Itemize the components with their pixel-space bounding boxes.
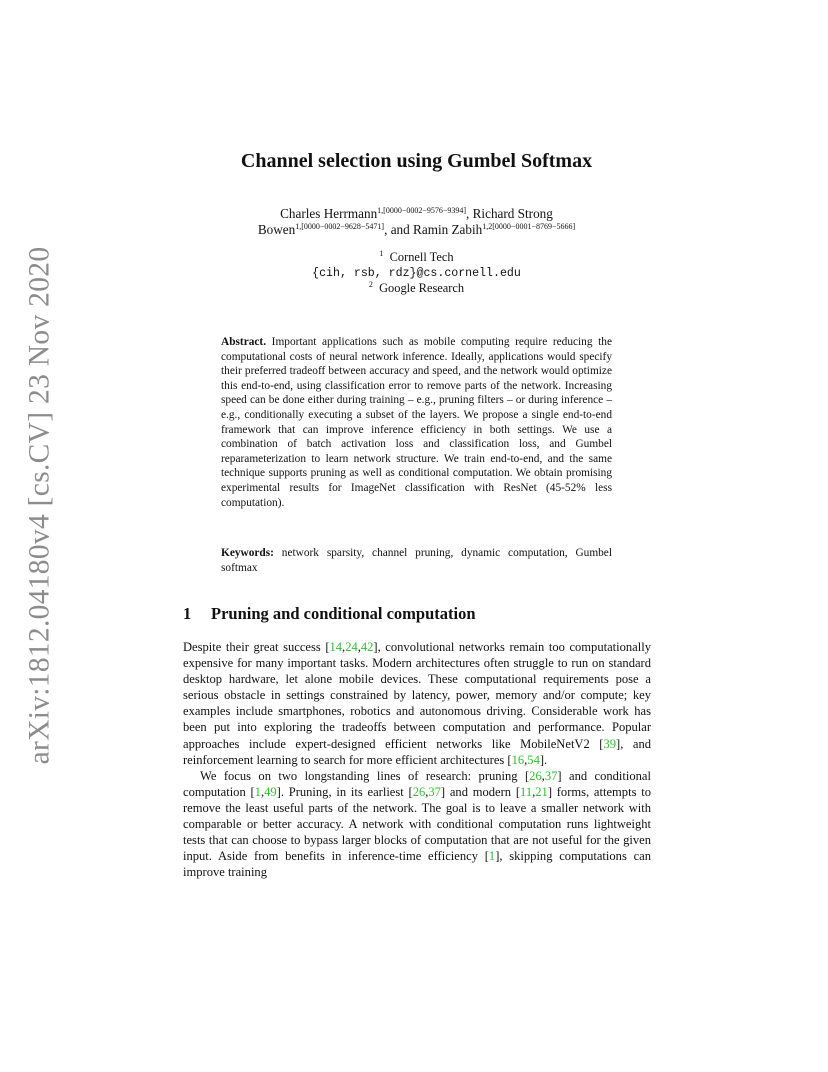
citation-link[interactable]: 24 <box>345 640 358 654</box>
author-orcid: 1,[0000−0002−9628−5471] <box>295 222 385 231</box>
citation-link[interactable]: 42 <box>360 640 374 654</box>
citation-link[interactable]: 16 <box>511 752 525 767</box>
citation-link[interactable]: 11 <box>520 784 533 799</box>
affiliation-1: $^1$ Cornell Tech <box>379 249 454 264</box>
keywords-text: network sparsity, channel pruning, dynamic computation, Gumbel softmax <box>221 547 612 574</box>
section-number: 1 <box>183 604 192 623</box>
section-title: Pruning and conditional computation <box>211 604 476 623</box>
author-name: , Richard Strong <box>466 206 553 221</box>
section-heading <box>183 604 476 624</box>
citation-link[interactable]: 26 <box>412 784 426 799</box>
keywords <box>221 546 612 575</box>
citation-link[interactable]: 49 <box>264 784 277 799</box>
author-name: , and Ramin Zabih <box>384 222 483 237</box>
citation-link[interactable]: 1 <box>488 849 496 864</box>
abstract-text: Important applications such as mobile computing require reducing the computational costs of neural network inference. Ideally, applications would specify their preferred tradeoff between accuracy and speed, and the network would optimize this end-to-end, using classification error to remove parts of the network. Increasing speed can be done either during training – e.g., pruning filters – or during inference – e.g., conditionally executing a subset of the layers. We propose a single end-to-end framework that can improve inference efficiency in both settings. We use a combination of batch activation loss and classification loss, and Gumbel reparameterization to learn network structure. We train end-to-end, and the same technique supports pruning as well as conditional computation. We obtain promising experimental results for ImageNet classification with ResNet (45-52% less computation). <box>221 336 612 509</box>
affiliations <box>200 250 633 297</box>
citation-link[interactable]: 37 <box>544 768 558 783</box>
author-name: Bowen <box>257 222 296 237</box>
affiliation-2: $^2$ Google Research <box>368 280 465 296</box>
abstract <box>221 335 612 510</box>
citation-link[interactable]: 21 <box>535 784 548 799</box>
author-orcid: 1,[0000−0002−9576−9394] <box>377 206 467 215</box>
paragraph: Despite their great success [14,24,42], convolutional networks remain too computationally expensive for many important tasks. Modern architectures often struggle to run on standard desktop hardware, let alone mobile devices. These computational requirements pose a serious obstacle in settings constrained by latency, power, memory and/or compute; key examples include smartphones, robotics and autonomous driving. Considerable work has been put into exploring the tradeoffs between computation and performance. Popular approaches include expert-designed efficient networks like MobileNetV2 [39], and reinforcement learning to search for more efficient architectures [16,54]. <box>183 640 651 767</box>
citation-link[interactable]: 14 <box>329 640 343 654</box>
citation-link[interactable]: 54 <box>527 752 540 767</box>
arxiv-stamp-text: arXiv:1812.04180v4 [cs.CV] 23 Nov 2020 <box>23 246 56 764</box>
keywords-label: Keywords: <box>221 547 274 559</box>
citation-link[interactable]: 37 <box>428 784 441 799</box>
body-text <box>183 639 651 880</box>
author-list <box>175 206 658 238</box>
citation-link[interactable]: 1 <box>254 784 261 799</box>
author-name: Charles Herrmann <box>280 206 378 221</box>
citation-link[interactable]: 39 <box>603 736 617 751</box>
arxiv-stamp <box>12 246 68 764</box>
paragraph: We focus on two longstanding lines of research: pruning [26,37] and conditional computation [1,49]. Pruning, in its earliest [26,37] and modern [11,21] forms, attempts to remove the least useful parts of the network. The goal is to leave a smaller network with comparable or better accuracy. A network with conditional computation runs lightweight tests that can choose to bypass larger blocks of computation that are not useful for the given input. Aside from benefits in inference-time efficiency [1], skipping computations can improve training <box>183 768 652 880</box>
paper-title: Channel selection using Gumbel Softmax <box>240 150 593 172</box>
author-orcid: 1,2[0000−0001−8769−5666] <box>482 222 576 231</box>
citation-link[interactable]: 26 <box>529 768 542 783</box>
author-emails: {cih, rsb, rdz}@cs.cornell.edu <box>312 267 521 281</box>
abstract-label: Abstract. <box>221 336 267 348</box>
